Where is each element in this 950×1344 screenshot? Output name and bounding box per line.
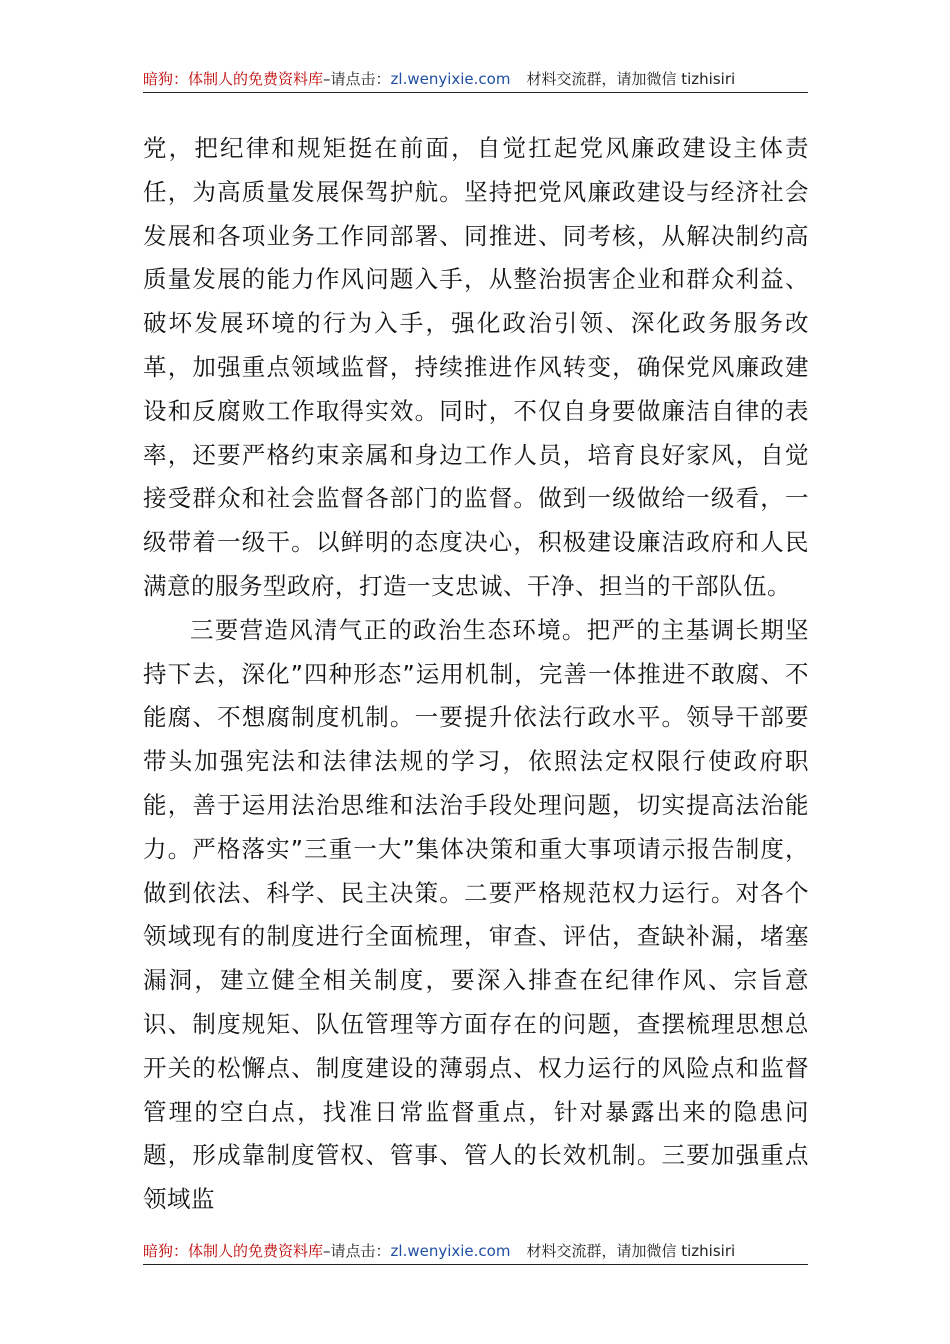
page-header-banner (143, 66, 808, 93)
footer-url-link[interactable]: zl.wenyixie.com (390, 1242, 511, 1260)
header-contact: 材料交流群，请加微信 tizhisiri (526, 70, 736, 88)
paragraph-section-three: 三要营造风清气正的政治生态环境。把严的主基调长期坚持下去，深化”四种形态”运用机制，完善一体推进不敢腐、不能腐、不想腐制度机制。一要提升依法行政水平。领导干部要带头加强宪法和法律法规的学习，依照法定权限行使政府职能，善于运用法治思维和法治手段处理问题，切实提高法治能力。严格落实”三重一大”集体决策和重大事项请示报告制度，做到依法、科学、民主决策。二要严格规范权力运行。对各个领域现有的制度进行全面梳理，审查、评估，查缺补漏，堵塞漏洞，建立健全相关制度，要深入排查在纪律作风、宗旨意识、制度规矩、队伍管理等方面存在的问题，查摆梳理思想总开关的松懈点、制度建设的薄弱点、权力运行的风险点和监督管理的空白点，找准日常监督重点，针对暴露出来的隐患问题，形成靠制度管权、管事、管人的长效机制。三要加强重点领域监 (143, 615, 809, 1214)
header-click-prompt: –请点击： (323, 70, 391, 88)
paragraph-continuation: 党，把纪律和规矩挺在前面，自觉扛起党风廉政建设主体责任，为高质量发展保驾护航。坚持把党风廉政建设与经济社会发展和各项业务工作同部署、同推进、同考核，从解决制约高质量发展的能力作风问题入手，从整治损害企业和群众利益、破坏发展环境的行为入手，强化政治引领、深化政务服务改革，加强重点领域监督，持续推进作风转变，确保党风廉政建设和反腐败工作取得实效。同时，不仅自身要做廉洁自律的表率，还要严格约束亲属和身边工作人员，培育良好家风，自觉接受群众和社会监督各部门的监督。做到一级做给一级看，一级带着一级干。以鲜明的态度决心，积极建设廉洁政府和人民满意的服务型政府，打造一支忠诚、干净、担当的干部队伍。 (143, 134, 809, 600)
footer-contact: 材料交流群，请加微信 tizhisiri (526, 1242, 736, 1260)
footer-click-prompt: –请点击： (323, 1242, 391, 1260)
footer-brand: 暗狗：体制人的免费资料库 (143, 1242, 324, 1260)
page-footer-banner (143, 1238, 808, 1265)
header-brand: 暗狗：体制人的免费资料库 (143, 70, 324, 88)
header-url-link[interactable]: zl.wenyixie.com (390, 70, 511, 88)
document-body (143, 127, 809, 1222)
